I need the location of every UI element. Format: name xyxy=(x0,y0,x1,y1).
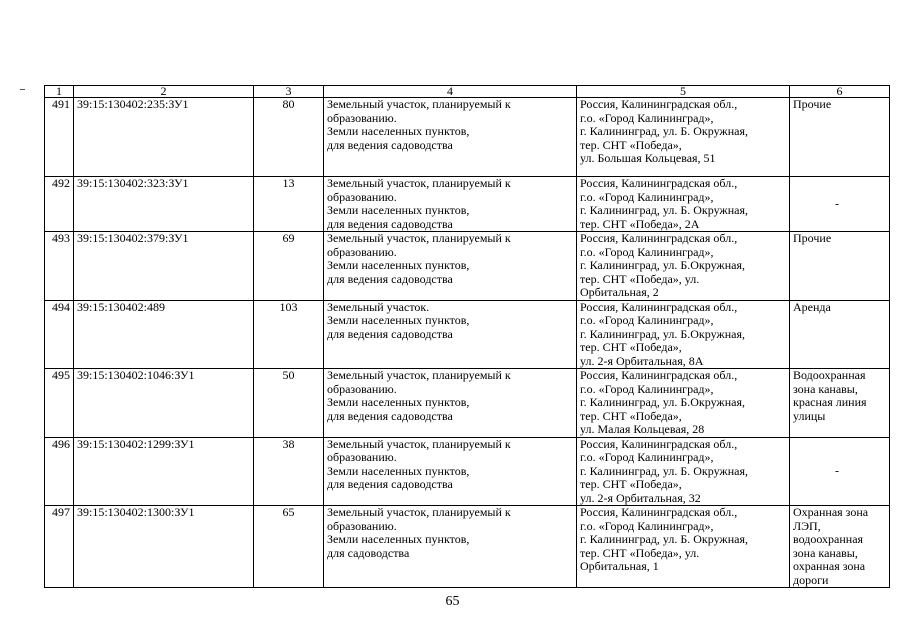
plot-description-line: Земельный участок, планируемый к xyxy=(327,97,511,111)
plot-description-line: образованию. xyxy=(327,450,397,464)
plot-description xyxy=(324,437,577,506)
plot-restrictions-line: ЛЭП, xyxy=(793,518,821,533)
cadastral-number: 39:15:130402:489 xyxy=(74,300,254,369)
plot-description xyxy=(324,98,577,177)
row-number: 493 xyxy=(45,232,74,301)
plot-address-line: Россия, Калининградская обл., xyxy=(580,300,738,314)
plot-address-line: тер. СНТ «Победа», 2А xyxy=(580,216,700,231)
plot-area: 65 xyxy=(254,506,324,588)
plot-address-line: ул. 2-я Орбитальная, 8А xyxy=(580,353,704,368)
plot-address-line: г.о. «Город Калининград», xyxy=(580,244,714,259)
plot-restrictions-line: дороги xyxy=(793,572,829,587)
plot-description-line: для ведения садоводства xyxy=(327,137,453,152)
plot-address xyxy=(577,177,790,232)
plot-address-line: Россия, Калининградская обл., xyxy=(580,505,738,519)
plot-restrictions-line: водоохранная xyxy=(793,532,864,546)
plot-restrictions xyxy=(790,98,890,177)
column-header-3: 3 xyxy=(254,86,324,98)
table-row xyxy=(45,300,890,369)
plot-address-line: Россия, Калининградская обл., xyxy=(580,231,738,245)
plot-restrictions-line: улицы xyxy=(793,408,826,423)
plot-description-line: образованию. xyxy=(327,110,397,125)
plot-address xyxy=(577,300,790,369)
plot-address-line: г.о. «Город Калининград», xyxy=(580,518,714,533)
plot-area: 103 xyxy=(254,300,324,369)
plot-address-line: г. Калининград, ул. Б.Окружная, xyxy=(580,258,745,272)
plot-description-line: Земельный участок, планируемый к xyxy=(327,231,511,245)
plot-description-line: для ведения садоводства xyxy=(327,326,453,341)
empty-dash: - xyxy=(835,196,839,211)
row-number: 492 xyxy=(45,177,74,232)
plot-description-line: образованию. xyxy=(327,518,397,533)
column-header-1: 1 xyxy=(45,86,74,98)
plot-restrictions xyxy=(790,369,890,438)
plot-description-line: Земли населенных пунктов, xyxy=(327,463,470,478)
plot-restrictions-line: Аренда xyxy=(793,300,831,314)
plot-address-line: г.о. «Город Калининград», xyxy=(580,189,714,204)
plot-area: 80 xyxy=(254,98,324,177)
column-header-6: 6 xyxy=(790,86,890,98)
cadastral-number: 39:15:130402:379:ЗУ1 xyxy=(74,232,254,301)
plot-restrictions xyxy=(790,300,890,369)
plot-address-line: Россия, Калининградская обл., xyxy=(580,437,738,451)
plot-address-line: Россия, Калининградская обл., xyxy=(580,176,738,190)
plot-address-line: ул. Большая Кольцевая, 51 xyxy=(580,151,716,165)
cadastral-number: 39:15:130402:1300:ЗУ1 xyxy=(74,506,254,588)
plot-address-line: тер. СНТ «Победа», xyxy=(580,477,682,491)
plot-address-line: Орбитальная, 2 xyxy=(580,285,659,299)
plot-address-line: г. Калининград, ул. Б. Окружная, xyxy=(580,124,748,138)
plot-area: 50 xyxy=(254,369,324,438)
row-number: 495 xyxy=(45,369,74,438)
plot-address-line: Россия, Калининградская обл., xyxy=(580,368,738,382)
plot-address xyxy=(577,506,790,588)
table-row xyxy=(45,369,890,438)
plot-address-line: г.о. «Город Калининград», xyxy=(580,450,714,464)
cadastral-number: 39:15:130402:1299:ЗУ1 xyxy=(74,437,254,506)
plot-restrictions-line: зона канавы, xyxy=(793,381,858,396)
plot-description xyxy=(324,232,577,301)
plot-description-line: Земельный участок, планируемый к xyxy=(327,437,511,451)
plot-restrictions xyxy=(790,506,890,588)
table-row xyxy=(45,437,890,506)
plot-address-line: Россия, Калининградская обл., xyxy=(580,97,738,111)
plot-area: 69 xyxy=(254,232,324,301)
plot-address xyxy=(577,232,790,301)
table-row xyxy=(45,98,890,177)
plot-description-line: Земли населенных пунктов, xyxy=(327,258,470,272)
plot-description-line: Земли населенных пунктов, xyxy=(327,532,470,546)
plot-description-line: образованию. xyxy=(327,244,397,259)
plot-description xyxy=(324,369,577,438)
plot-description-line: образованию. xyxy=(327,189,397,204)
plot-address-line: г. Калининград, ул. Б. Окружная, xyxy=(580,203,748,217)
row-number: 491 xyxy=(45,98,74,177)
plot-address-line: тер. СНТ «Победа», xyxy=(580,408,682,423)
plot-address-line: г. Калининград, ул. Б. Окружная, xyxy=(580,532,748,546)
plot-description-line: для ведения садоводства xyxy=(327,216,453,231)
plot-restrictions-line: зона канавы, xyxy=(793,545,858,560)
plot-address-line: тер. СНТ «Победа», ул. xyxy=(580,545,700,560)
plot-address-line: ул. 2-я Орбитальная, 32 xyxy=(580,490,701,505)
plot-address-line: тер. СНТ «Победа», xyxy=(580,137,682,152)
table-row xyxy=(45,177,890,232)
plot-address-line: тер. СНТ «Победа», xyxy=(580,340,682,354)
empty-dash: - xyxy=(835,463,839,478)
column-header-5: 5 xyxy=(577,86,790,98)
plot-description-line: для ведения садоводства xyxy=(327,477,453,491)
plot-address xyxy=(577,98,790,177)
plot-description-line: Земельный участок, планируемый к xyxy=(327,176,511,190)
plot-restrictions-line: охранная зона xyxy=(793,559,866,573)
plot-address xyxy=(577,437,790,506)
plot-restrictions-line: красная линия xyxy=(793,395,867,409)
plot-description-line: Земли населенных пунктов, xyxy=(327,203,470,217)
plot-address-line: ул. Малая Кольцевая, 28 xyxy=(580,422,705,436)
plot-address-line: г. Калининград, ул. Б.Окружная, xyxy=(580,395,745,409)
plot-description-line: образованию. xyxy=(327,381,397,396)
plot-restrictions-line: Прочие xyxy=(793,97,832,111)
plot-description xyxy=(324,506,577,588)
plot-description-line: для ведения садоводства xyxy=(327,271,453,286)
column-header-2: 2 xyxy=(74,86,254,98)
plot-address-line: г.о. «Город Калининград», xyxy=(580,110,714,125)
plot-restrictions-line: Водоохранная xyxy=(793,368,866,382)
table-body xyxy=(45,98,890,588)
plot-restrictions xyxy=(790,232,890,301)
plot-restrictions-line: Охранная зона xyxy=(793,505,869,519)
margin-mark xyxy=(20,89,25,90)
plot-description-line: для садоводства xyxy=(327,545,410,560)
plot-address-line: тер. СНТ «Победа», ул. xyxy=(580,271,700,286)
page-number: 65 xyxy=(445,594,460,609)
plot-restrictions xyxy=(790,437,890,506)
plot-restrictions-line: Прочие xyxy=(793,231,832,245)
plot-description xyxy=(324,177,577,232)
plot-description-line: Земли населенных пунктов, xyxy=(327,395,470,409)
table-row xyxy=(45,506,890,588)
plot-address xyxy=(577,369,790,438)
plot-address-line: Орбитальная, 1 xyxy=(580,559,659,573)
plot-description xyxy=(324,300,577,369)
column-header-4: 4 xyxy=(324,86,577,98)
land-plots-table xyxy=(44,85,890,588)
plot-description-line: Земельный участок, планируемый к xyxy=(327,505,511,519)
plot-address-line: г. Калининград, ул. Б. Окружная, xyxy=(580,463,748,478)
plot-area: 38 xyxy=(254,437,324,506)
column-number-header xyxy=(45,86,890,98)
table-row xyxy=(45,232,890,301)
plot-description-line: для ведения садоводства xyxy=(327,408,453,423)
plot-description-line: Земли населенных пунктов, xyxy=(327,313,470,327)
row-number: 497 xyxy=(45,506,74,588)
plot-description-line: Земельный участок. xyxy=(327,300,430,314)
cadastral-number: 39:15:130402:323:ЗУ1 xyxy=(74,177,254,232)
cadastral-number: 39:15:130402:1046:ЗУ1 xyxy=(74,369,254,438)
cadastral-number: 39:15:130402:235:ЗУ1 xyxy=(74,98,254,177)
row-number: 494 xyxy=(45,300,74,369)
plot-restrictions xyxy=(790,177,890,232)
plot-area: 13 xyxy=(254,177,324,232)
plot-description-line: Земельный участок, планируемый к xyxy=(327,368,511,382)
row-number: 496 xyxy=(45,437,74,506)
plot-description-line: Земли населенных пунктов, xyxy=(327,124,470,138)
plot-address-line: г.о. «Город Калининград», xyxy=(580,313,714,327)
plot-address-line: г. Калининград, ул. Б.Окружная, xyxy=(580,326,745,341)
plot-address-line: г.о. «Город Калининград», xyxy=(580,381,714,396)
